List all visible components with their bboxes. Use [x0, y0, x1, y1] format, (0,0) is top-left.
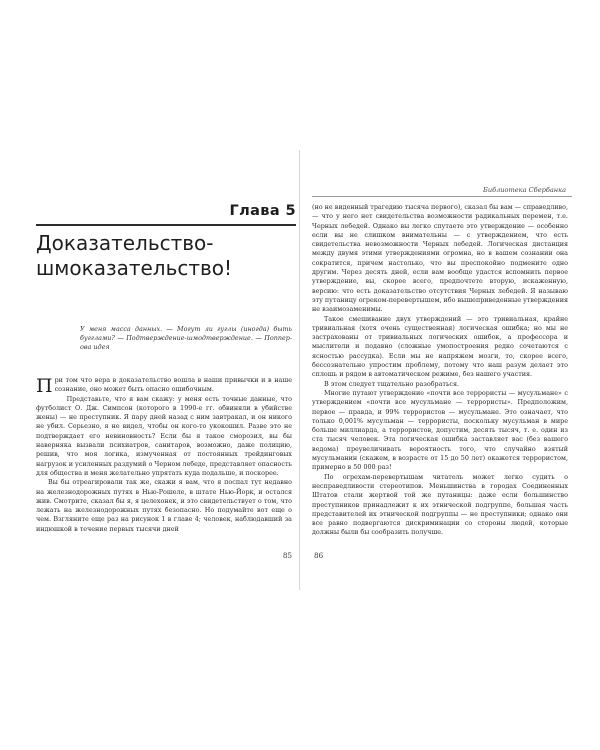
paragraph: Такое смешивание двух утверждений — это тривиальная, крайне тривиальная (хотя очень существенная) логическая ошибка; но мы не застрахованы от тривиальных логических ошибок, а профессора и мыслители и подавно (сложные умопостроения редко сочетаются с ясностью рассудка). Если мы не напряжем мозги, то, скорее всего, бессознательно упростим проблему, потому что наш разум делает это сплошь и рядом в автоматическом режиме, без нашего участия. — [312, 314, 568, 379]
page-number: 85 — [282, 551, 292, 560]
paragraph: Вы бы отреагировали так же, скажи я вам, что я поспал тут недавно на железнодорожных путях в Нью-Рошеле, в штате Нью-Йорк, и остался жив. Смотрите, сказал бы я, я целехонек, и это свидетельствует о том, что лежать на железнодорожных путях безопасно. Но подумайте вот еще о чем. Взгляните еще раз на рисунок 1 в главе 4; человек, наблюдавший за индюшкой в течение первых тысячи дней — [36, 478, 292, 533]
running-head: Библиотека Сбербанка — [482, 186, 566, 194]
epigraph: У меня масса данных. — Могут ли гуглы (иногда) быть бугглами? — Подтверждение-шмодтверждение. — Поппер-ова идея — [80, 325, 292, 352]
running-head-rule — [312, 196, 572, 197]
paragraph: По огрехам-перевертышам читатель может легко судить о несправедливости стереотипов. Меньшинства в городах Соединенных Штатов стали жертвой той же путаницы: даже если большинство преступников принадлежит к их этнической подгруппе, большая часть представителей их этнической подгруппы — не преступники; однако они все равно подвергаются дискриминации со стороны людей, которые должны были бы сообразить получше. — [312, 472, 568, 537]
drop-cap: П — [36, 375, 53, 397]
paragraph-text: ри том что вера в доказательство вошла в наши привычки и в наше сознание, оно может быть опасно ошибочным. — [54, 376, 292, 394]
gutter — [299, 150, 300, 590]
page-number: 86 — [314, 551, 324, 560]
chapter-rule — [36, 224, 296, 226]
paragraph: (но не виденный трагедию тысяча первого), сказал бы вам — справедливо, — что у него нет свидетельства возможности радикальных перемен, т.е. Черных лебедей. Однако вы легко спутаете это утверждение — особенно если вы не слишком внимательны — с утверждением, что есть свидетельства невозможности Черных лебедей. Логическая дистанция между двумя этими утверждениями огромна, но в вашем сознании она сократится, причем настолько, что вы преспокойно подмените одно другим. Через десять дней, если вам вообще удастся вспомнить первое утверждение, вы, скорее всего, предпочтете вторую, искаженную, версию: что есть доказательство отсутствия Черных лебедей. Я называю эту путаницу огреком-перевертышем, ибо вышеприведенные утверждения не взаимозаменимы. — [312, 203, 568, 314]
left-page — [36, 0, 296, 750]
left-body-text — [36, 376, 292, 534]
chapter-label: Глава 5 — [229, 203, 296, 219]
right-body-text — [312, 203, 568, 538]
paragraph: В этом следует тщательно разобраться. — [324, 379, 460, 388]
first-paragraph — [36, 376, 292, 395]
paragraph: Многие путают утверждение «почти все террористы — мусульмане» с утверждением «почти все мусульмане — террористы». Предположим, первое — правда, и 99% террористов — мусульмане. Это означает, что только 0,001% мусульман — террористы, поскольку мусульман в мире больше миллиарда, а террористов, допустим, десять тысяч, т. е. один из ста тысяч человек. Эта логическая ошибка заставляет вас (без вашего ведома) преувеличивать вероятность того, что случайно взятый мусульманин (скажем, в возрасте от 15 до 50 лет) окажется террористом, примерно в 50 000 раз! — [312, 388, 568, 472]
paragraph: Представьте, что я вам скажу: у меня есть точные данные, что футболист О. Дж. Симпсон (которого в 1990-е гг. обвиняли в убийстве жены) — не преступник. Я пару дней назад с ним завтракал, и он никого не убил. Серьезно, я не видел, чтобы он кого-то укокошил. Разве это не подтверждает его невиновность? Если бы я такое сморозил, вы бы наверняка вызвали психиатров, санитаров, возможно, даже полицию, решив, что моя логика, измученная от постоянных трейдинговых нагрузок и усиленных раздумий о Черном лебеде, представляет опасность для общества и меня желательно упрятать куда подальше, и поскорее. — [36, 394, 292, 477]
right-page — [312, 0, 572, 750]
chapter-title: Доказательство-шмоказательство! — [36, 231, 233, 280]
